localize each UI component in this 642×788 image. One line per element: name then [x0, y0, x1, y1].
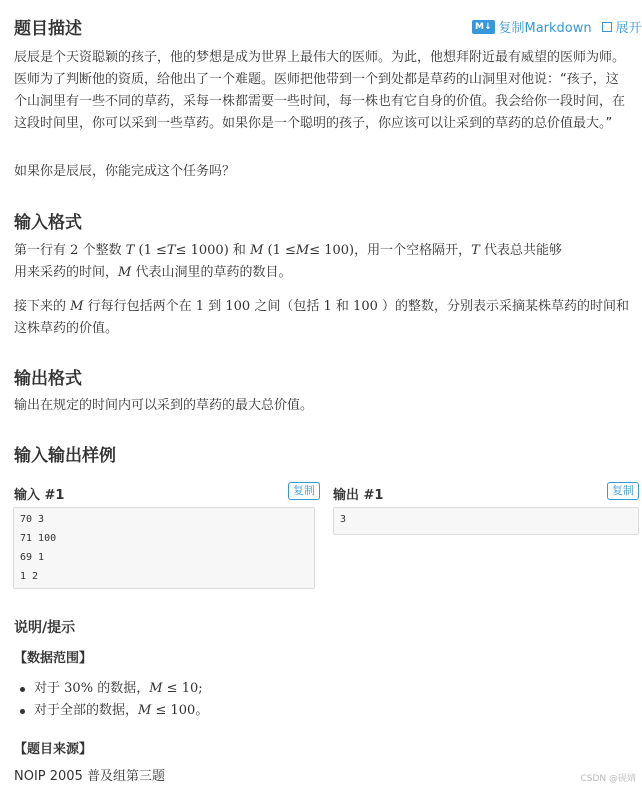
math-var: M	[118, 265, 132, 280]
source-title: 【题目来源】	[14, 742, 93, 757]
text: 对于全部的数据，	[34, 703, 139, 718]
markdown-icon: M↓	[472, 20, 495, 34]
input-format-title: 输入格式	[14, 213, 82, 233]
top-actions	[472, 17, 642, 36]
input-format-line3	[14, 296, 634, 318]
list-item	[14, 678, 614, 700]
samples-title: 输入输出样例	[14, 446, 116, 466]
copy-markdown-button[interactable]	[472, 17, 592, 36]
list-item	[14, 700, 614, 722]
text: 之间（包括	[254, 299, 320, 314]
description-paragraph: 辰辰是个天资聪颖的孩子，他的梦想是成为世界上最伟大的医师。为此，他想拜附近最有威望的医师为师。医师为了判断他的资质，给他出了一个难题。医师把他带到一个到处都是草药的山洞里对他说：“孩子，这个山洞里有一些不同的草药，采每一株都需要一些时间，每一株也有它自身的价值。我会给你一段时间，在这段时间里，你可以采到一些草药。如果你是一个聪明的孩子，你应该可以让采到的草药的总价值最大。”	[14, 50, 626, 131]
text: 个整数	[82, 243, 122, 258]
math-var: M	[250, 243, 264, 258]
copy-input-button[interactable]: 复制	[288, 482, 320, 500]
math-expr: (1 ≤	[267, 243, 296, 258]
copy-markdown-label: 复制Markdown	[498, 21, 592, 36]
math-number: 100	[353, 299, 378, 314]
sample-output-label: 输出 #1	[333, 488, 384, 503]
text: 第一行有	[14, 243, 67, 258]
text: 到	[208, 299, 222, 314]
sample-output-box[interactable]	[333, 507, 639, 535]
input-format-line1	[14, 240, 634, 262]
math-expr: (1 ≤	[138, 243, 167, 258]
code-line: 3	[340, 514, 347, 525]
code-line: 1 2	[20, 571, 39, 582]
math-expr: ≤ 10;	[166, 681, 203, 696]
text: 。	[195, 703, 209, 718]
code-line: 71 100	[20, 533, 57, 544]
math-var: M	[138, 703, 152, 718]
text: 代表总共能够	[483, 243, 562, 258]
code-line: 70 3	[20, 514, 45, 525]
math-var: T	[125, 243, 135, 258]
output-format-text: 输出在规定的时间内可以采到的草药的最大总价值。	[14, 398, 314, 413]
description-question: 如果你是辰辰，你能完成这个任务吗？	[14, 164, 236, 179]
math-expr: ≤ 1000)	[175, 243, 229, 258]
text: 的数据，	[97, 681, 150, 696]
math-number: 30%	[64, 681, 94, 696]
expand-label: 展开	[615, 21, 642, 36]
math-var: M	[295, 243, 310, 258]
page-title: 题目描述	[14, 19, 82, 39]
math-var: T	[471, 243, 480, 258]
math-var: M	[70, 299, 84, 314]
sample-input-label: 输入 #1	[14, 488, 65, 503]
text: 用来采药的时间，	[14, 265, 119, 280]
math-number: 1	[195, 299, 205, 314]
output-format-title: 输出格式	[14, 369, 82, 389]
expand-button[interactable]	[592, 17, 642, 36]
text: 行每行包括两个在	[87, 299, 192, 314]
hint-title: 说明/提示	[14, 620, 76, 636]
text: 接下来的	[14, 299, 67, 314]
code-line: 69 1	[20, 552, 45, 563]
math-var: T	[166, 243, 176, 258]
expand-icon	[602, 22, 612, 32]
input-format-line4: 这株草药的价值。	[14, 321, 119, 336]
text: ）的整数，分别表示采摘某株草药的时间和	[382, 299, 630, 314]
math-var: M	[149, 681, 163, 696]
text: ，用一个空格隔开，	[354, 243, 472, 258]
math-number: 2	[70, 243, 79, 258]
math-expr: ≤ 100	[155, 703, 196, 718]
data-range-title: 【数据范围】	[14, 651, 93, 666]
input-format-line2	[14, 262, 634, 284]
sample-input-box[interactable]	[13, 507, 315, 589]
math-number: 1	[323, 299, 332, 314]
copy-output-button[interactable]: 复制	[607, 482, 639, 500]
data-range-list	[14, 678, 614, 722]
math-number: 100	[225, 299, 251, 314]
text: 和	[232, 243, 246, 258]
source-text: NOIP 2005 普及组第三题	[14, 769, 165, 784]
text: 代表山洞里的草药的数目。	[135, 265, 292, 280]
math-expr: ≤ 100)	[309, 243, 355, 258]
watermark: CSDN @砚婧	[580, 774, 636, 784]
text: 和	[335, 299, 349, 314]
text: 对于	[34, 681, 61, 696]
